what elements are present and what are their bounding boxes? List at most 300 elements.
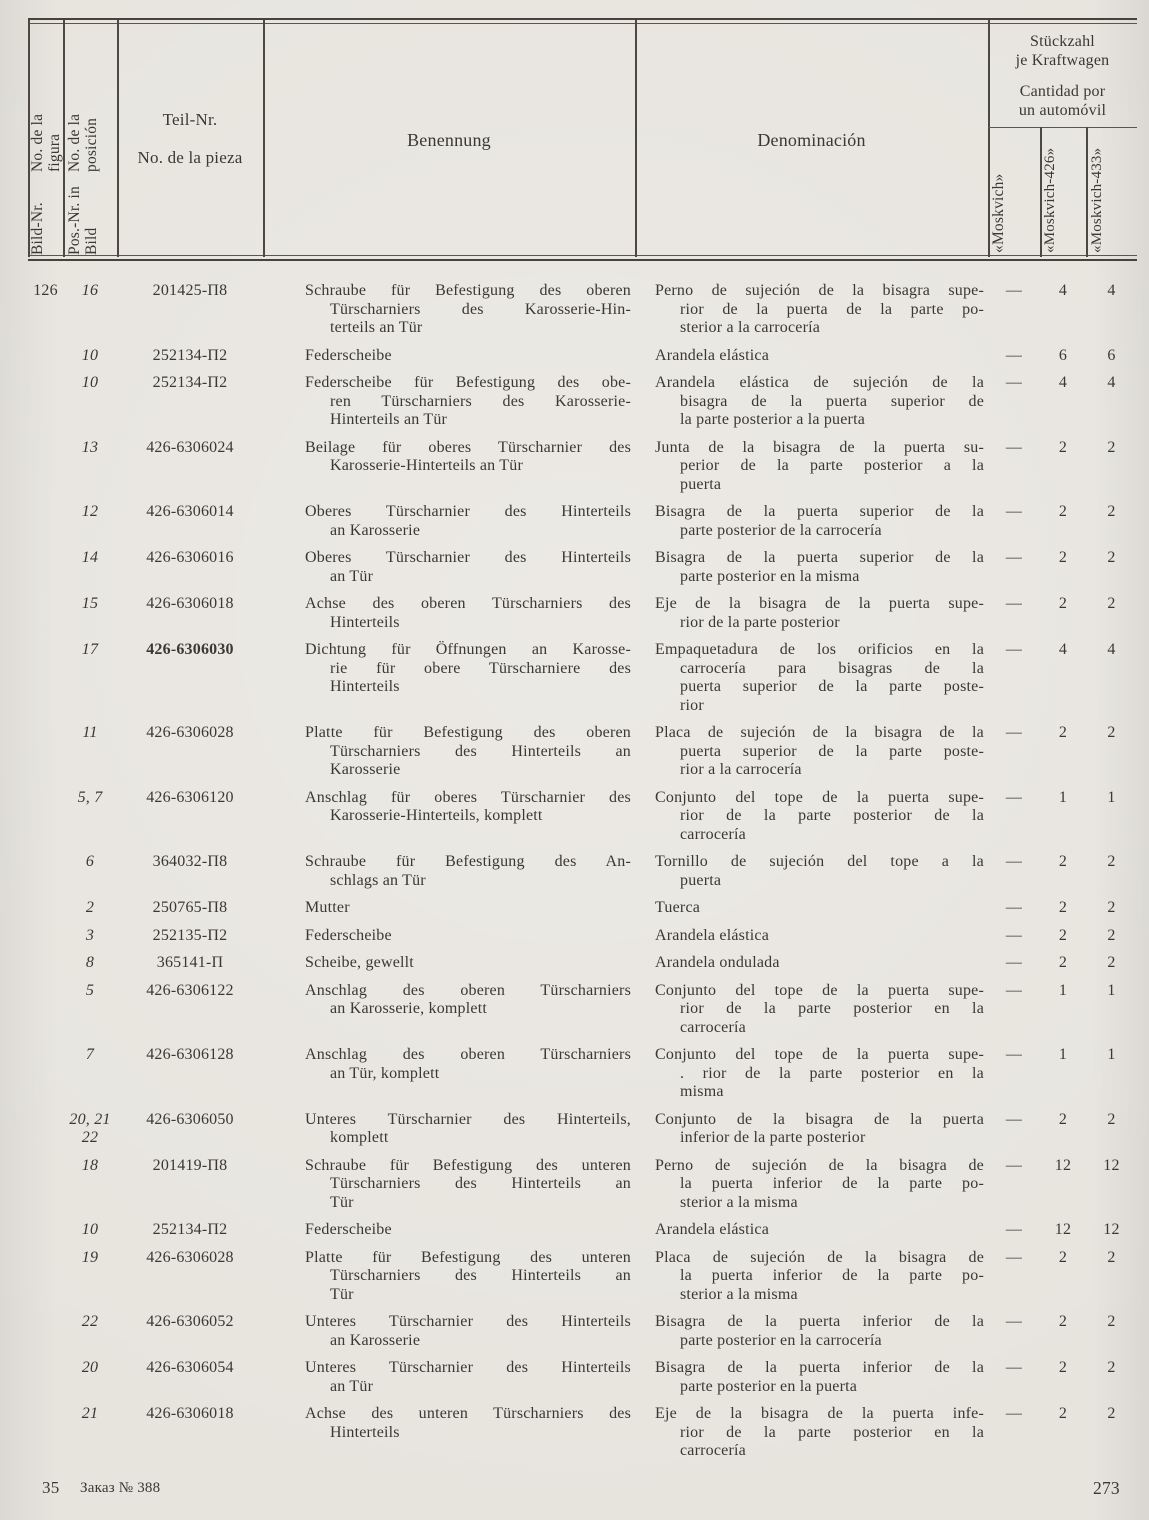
table-row — [28, 789, 1137, 845]
cell-part-number: 252134-П2 — [152, 374, 228, 391]
position-number-line: 13 — [81, 438, 99, 456]
column-header-pos-nr-es: No. de la posición — [66, 114, 100, 173]
name-spanish-line: sterior a la misma — [680, 1285, 798, 1303]
name-german-line: Oberes Türscharnier des Hinterteils — [305, 549, 631, 566]
cell-name-german — [263, 954, 635, 973]
cell-name-german — [263, 282, 635, 338]
cell-qty-moskvich: — — [1005, 1156, 1023, 1174]
cell-qty-moskvich: — — [1005, 374, 1023, 391]
cell-qty-moskvich-433: 2 — [1107, 724, 1116, 741]
cell-name-spanish — [635, 982, 988, 1038]
column-header-moskvich-426-label: «Moskvich-426» — [1042, 147, 1058, 253]
name-german-line: Federscheibe — [305, 926, 392, 944]
cell-part-number: 426-6306024 — [146, 438, 234, 456]
cell-qty-moskvich-433: 2 — [1107, 503, 1116, 520]
name-german-line: Anschlag des oberen Türscharniers — [305, 981, 631, 999]
position-number-line: 20, 21 — [69, 1110, 111, 1128]
cell-qty-moskvich-426: 2 — [1058, 1313, 1068, 1330]
name-german-line: Hinterteils an Tür — [330, 411, 448, 428]
cell-name-spanish — [635, 549, 988, 586]
name-german-line: Unteres Türscharnier des Hinterteils, — [305, 1110, 631, 1128]
name-spanish-line: Conjunto del tope de la puerta supe- — [655, 1046, 984, 1063]
cell-name-german — [263, 927, 635, 946]
position-number-line: 19 — [81, 1248, 99, 1266]
name-spanish-line: Perno de sujeción de la bisagra de — [655, 1156, 984, 1174]
cell-part-number: 201425-П8 — [152, 282, 228, 299]
name-german-line: Türscharniers des Hinterteils an — [330, 1175, 631, 1192]
cell-name-spanish — [635, 1313, 988, 1350]
cell-position-number — [63, 982, 117, 1001]
cell-name-german — [263, 1221, 635, 1240]
table-top-rule — [28, 18, 1137, 20]
position-number-line: 5, 7 — [77, 788, 103, 806]
cell-qty-moskvich-426: 2 — [1058, 853, 1068, 870]
cell-qty-moskvich-433: 1 — [1107, 981, 1116, 999]
name-spanish-line: carrocería para bisagras de la — [680, 659, 984, 677]
name-spanish-line: carrocería — [680, 1442, 746, 1459]
cell-qty-moskvich-433: 2 — [1107, 1248, 1116, 1266]
cell-qty-moskvich-426: 2 — [1058, 595, 1068, 612]
cell-qty-moskvich: — — [1005, 1248, 1023, 1266]
position-number-line: 8 — [85, 954, 95, 971]
cell-position-number — [63, 439, 117, 458]
name-spanish-line: Bisagra de la puerta inferior de la — [655, 1359, 984, 1376]
cell-name-german — [263, 503, 635, 540]
cell-part-number: 201419-П8 — [152, 1156, 228, 1174]
position-number-line: 10 — [81, 374, 99, 391]
cell-name-spanish — [635, 374, 988, 430]
cell-position-number — [63, 374, 117, 393]
cell-name-spanish — [635, 595, 988, 632]
cell-name-german — [263, 641, 635, 697]
cell-part-number: 426-6306128 — [146, 1046, 234, 1063]
cell-name-german — [263, 853, 635, 890]
cell-name-german — [263, 1405, 635, 1442]
column-header-moskvich-426 — [1042, 132, 1084, 253]
cell-qty-moskvich-433: 2 — [1107, 595, 1116, 612]
cell-position-number — [63, 1249, 117, 1268]
cell-name-german — [263, 724, 635, 780]
parts-table-body — [28, 282, 1137, 1470]
table-row — [28, 1313, 1137, 1350]
name-german-line: Tür — [330, 1193, 354, 1211]
cell-qty-moskvich-426: 1 — [1058, 788, 1068, 806]
column-header-moskvich-label: «Moskvich» — [990, 173, 1007, 253]
name-spanish-line: perior de la parte posterior a la — [680, 457, 984, 474]
cell-name-spanish — [635, 853, 988, 890]
cell-part-number: 364032-П8 — [152, 853, 228, 870]
cell-part-number: 252135-П2 — [152, 926, 228, 944]
cell-qty-moskvich: — — [1005, 438, 1023, 456]
position-number-line: 10 — [81, 1221, 99, 1238]
qty-group-header-de — [988, 32, 1137, 70]
name-german-line: Türscharniers des Hinterteils an — [330, 1267, 631, 1284]
cell-qty-moskvich-433: 2 — [1107, 899, 1116, 916]
name-spanish-line: parte posterior de la carrocería — [680, 521, 882, 539]
table-row — [28, 853, 1137, 890]
position-number-line: 12 — [81, 503, 99, 520]
name-german-line: an Karosserie, komplett — [330, 1000, 487, 1017]
name-german-line: Schraube für Befestigung des oberen — [305, 282, 631, 299]
column-header-denominacion: Denominación — [757, 130, 866, 150]
cell-qty-moskvich-433: 1 — [1107, 788, 1116, 806]
name-spanish-line: rior de la parte posterior en la — [680, 1423, 984, 1441]
cell-position-number — [63, 1111, 117, 1148]
name-spanish-line: Conjunto del tope de la puerta supe- — [655, 981, 984, 999]
qty-divider-2 — [1086, 127, 1088, 257]
name-german-line: Anschlag für oberes Türscharnier des — [305, 788, 631, 806]
qty-group-header-de-line1: Stückzahl — [1030, 33, 1095, 50]
table-row — [28, 1221, 1137, 1240]
name-spanish-line: carrocería — [680, 825, 746, 843]
name-german-line: Anschlag des oberen Türscharniers — [305, 1046, 631, 1063]
cell-name-spanish — [635, 1157, 988, 1213]
cell-qty-moskvich-426: 4 — [1058, 641, 1068, 658]
cell-part-number: 426-6306018 — [146, 1405, 234, 1422]
name-german-line: Karosserie — [330, 761, 401, 778]
name-spanish-line: Perno de sujeción de la bisagra supe- — [655, 282, 984, 299]
cell-name-spanish — [635, 641, 988, 715]
cell-name-german — [263, 347, 635, 366]
cell-name-spanish — [635, 899, 988, 918]
name-spanish-line: Tuerca — [655, 899, 701, 916]
name-spanish-line: parte posterior en la carrocería — [680, 1331, 882, 1349]
qty-group-header-es-line1: Cantidad por — [1019, 83, 1106, 100]
header-bottom-rule — [28, 259, 1137, 261]
table-row — [28, 595, 1137, 632]
name-german-line: schlags an Tür — [330, 871, 426, 889]
qty-group-rule — [988, 127, 1137, 128]
name-german-line: Hinterteils — [330, 678, 400, 695]
cell-name-spanish — [635, 1111, 988, 1148]
cell-qty-moskvich-433: 4 — [1107, 374, 1116, 391]
name-spanish-line: puerta — [680, 871, 722, 889]
cell-position-number — [63, 1313, 117, 1332]
position-number-line: 10 — [81, 346, 99, 364]
cell-qty-moskvich-426: 2 — [1058, 1110, 1068, 1128]
cell-qty-moskvich: — — [1005, 853, 1023, 870]
cell-qty-moskvich: — — [1005, 503, 1023, 520]
name-german-line: Achse des unteren Türscharniers des — [305, 1405, 631, 1422]
cell-qty-moskvich-433: 2 — [1107, 1110, 1116, 1128]
cell-name-german — [263, 1249, 635, 1305]
name-spanish-line: puerta superior de la parte poste- — [680, 742, 984, 760]
cell-qty-moskvich-426: 2 — [1058, 724, 1068, 741]
cell-position-number — [63, 282, 117, 301]
cell-qty-moskvich: — — [1005, 1110, 1023, 1128]
table-row — [28, 549, 1137, 586]
column-header-teil-nr: Teil-Nr. — [162, 110, 218, 129]
cell-qty-moskvich-433: 1 — [1107, 1046, 1116, 1063]
name-german-line: Achse des oberen Türscharniers des — [305, 595, 631, 612]
table-row — [28, 1111, 1137, 1148]
name-german-line: Unteres Türscharnier des Hinterteils — [305, 1313, 631, 1330]
cell-name-german — [263, 1111, 635, 1148]
cell-position-number — [63, 724, 117, 743]
name-spanish-line: . rior de la parte posterior en la — [680, 1064, 984, 1082]
column-header-pos-nr — [66, 90, 116, 255]
column-header-bild-nr-de: Bild-Nr. — [29, 202, 46, 255]
cell-qty-moskvich-426: 4 — [1058, 282, 1068, 299]
name-spanish-line: Conjunto del tope de la puerta supe- — [655, 788, 984, 806]
name-spanish-line: puerta superior de la parte poste- — [680, 678, 984, 695]
cell-name-spanish — [635, 954, 988, 973]
cell-part-number: 426-6306016 — [146, 549, 234, 566]
name-spanish-line: rior a la carrocería — [680, 761, 802, 778]
cell-qty-moskvich-433: 4 — [1107, 282, 1116, 299]
cell-part-number: 426-6306050 — [146, 1110, 234, 1128]
name-spanish-line: parte posterior en la puerta — [680, 1377, 858, 1395]
cell-name-german — [263, 1313, 635, 1350]
cell-part-number: 426-6306028 — [146, 724, 234, 741]
cell-qty-moskvich: — — [1005, 549, 1023, 566]
footer-signature-number: 35 — [42, 1478, 60, 1497]
cell-qty-moskvich-433: 2 — [1107, 549, 1116, 566]
name-german-line: an Karosserie — [330, 521, 421, 539]
name-spanish-line: sterior a la carrocería — [680, 319, 821, 336]
cell-position-number — [63, 899, 117, 918]
table-row — [28, 1405, 1137, 1461]
name-spanish-line: Bisagra de la puerta inferior de la — [655, 1313, 984, 1330]
name-german-line: Hinterteils — [330, 613, 400, 631]
qty-group-header-es-line2: un automóvil — [1018, 102, 1107, 119]
name-german-line: Hinterteils — [330, 1423, 400, 1441]
table-row — [28, 641, 1137, 715]
position-number-line: 22 — [81, 1129, 99, 1146]
name-german-line: ren Türscharniers des Karosserie- — [330, 392, 631, 410]
name-spanish-line: Placa de sujeción de la bisagra de — [655, 1248, 984, 1266]
name-spanish-line: bisagra de la puerta superior de — [680, 392, 984, 410]
name-german-line: Unteres Türscharnier des Hinterteils — [305, 1359, 631, 1376]
name-spanish-line: Arandela elástica — [655, 346, 770, 364]
footer-order-number: Заказ № 388 — [80, 1480, 161, 1496]
position-number-line: 20 — [81, 1359, 99, 1376]
position-number-line: 22 — [81, 1313, 99, 1330]
name-german-line: Türscharniers des Karosserie-Hin- — [330, 300, 631, 318]
position-number-line: 17 — [81, 641, 99, 658]
name-german-line: Scheibe, gewellt — [305, 954, 414, 971]
cell-name-spanish — [635, 439, 988, 495]
column-header-moskvich-433-label: «Moskvich-433» — [1089, 147, 1105, 253]
table-row — [28, 927, 1137, 946]
name-spanish-line: Eje de la bisagra de la puerta supe- — [655, 595, 984, 612]
name-german-line: an Tür, komplett — [330, 1064, 440, 1082]
cell-qty-moskvich-433: 2 — [1107, 926, 1116, 944]
cell-qty-moskvich: — — [1005, 981, 1023, 999]
position-number-line: 16 — [81, 282, 99, 299]
cell-name-german — [263, 1046, 635, 1083]
name-spanish-line: Eje de la bisagra de la puerta infe- — [655, 1405, 984, 1422]
name-spanish-line: Arandela elástica — [655, 926, 770, 944]
cell-qty-moskvich-426: 2 — [1058, 1405, 1068, 1422]
cell-qty-moskvich-426: 2 — [1058, 1248, 1068, 1266]
position-number-line: 5 — [85, 981, 95, 999]
cell-name-german — [263, 789, 635, 826]
name-german-line: Schraube für Befestigung des unteren — [305, 1156, 631, 1174]
cell-part-number: 426-6306030 — [146, 641, 234, 658]
position-number-line: 3 — [85, 926, 95, 944]
qty-group-header-es — [988, 82, 1137, 120]
name-spanish-line: puerta — [680, 475, 722, 493]
name-german-line: an Tür — [330, 1377, 374, 1395]
name-german-line: rie für obere Türscharniere des — [330, 659, 631, 677]
name-german-line: komplett — [330, 1129, 389, 1146]
name-spanish-line: rior de la parte posterior de la — [680, 807, 984, 824]
name-german-line: Karosserie-Hinterteils, komplett — [330, 807, 543, 824]
cell-position-number — [63, 1359, 117, 1378]
cell-position-number — [63, 1157, 117, 1176]
table-top-rule-inner — [28, 23, 1137, 24]
cell-name-spanish — [635, 282, 988, 338]
table-row — [28, 282, 1137, 338]
cell-position-number — [63, 503, 117, 522]
name-spanish-line: Bisagra de la puerta superior de la — [655, 549, 984, 566]
cell-qty-moskvich-433: 12 — [1103, 1156, 1120, 1174]
table-row — [28, 503, 1137, 540]
name-german-line: Federscheibe für Befestigung des obe- — [305, 374, 631, 391]
position-number-line: 18 — [81, 1156, 99, 1174]
cell-qty-moskvich-433: 12 — [1103, 1221, 1120, 1238]
name-german-line: Mutter — [305, 899, 350, 916]
position-number-line: 15 — [81, 595, 99, 612]
name-spanish-line: carrocería — [680, 1018, 746, 1036]
cell-qty-moskvich-426: 2 — [1058, 1359, 1068, 1376]
name-german-line: Türscharniers des Hinterteils an — [330, 742, 631, 760]
cell-qty-moskvich: — — [1005, 1313, 1023, 1330]
table-row — [28, 1046, 1137, 1102]
cell-name-spanish — [635, 1221, 988, 1240]
cell-name-spanish — [635, 927, 988, 946]
name-spanish-line: rior — [680, 696, 704, 714]
name-spanish-line: rior de la parte posterior en la — [680, 1000, 984, 1017]
name-german-line: Platte für Befestigung des oberen — [305, 724, 631, 741]
name-spanish-line: Conjunto de la bisagra de la puerta — [655, 1110, 984, 1128]
cell-name-spanish — [635, 724, 988, 780]
cell-qty-moskvich-433: 2 — [1107, 853, 1116, 870]
cell-position-number — [63, 1405, 117, 1424]
cell-name-spanish — [635, 347, 988, 366]
cell-name-german — [263, 439, 635, 476]
name-spanish-line: Arandela elástica — [655, 1221, 770, 1238]
table-row — [28, 899, 1137, 918]
page-number: 273 — [1093, 1478, 1120, 1498]
cell-qty-moskvich-426: 6 — [1058, 346, 1068, 364]
column-header-no-pieza: No. de la pieza — [137, 148, 243, 167]
name-german-line: an Karosserie — [330, 1331, 421, 1349]
cell-qty-moskvich-426: 1 — [1058, 1046, 1068, 1063]
cell-qty-moskvich-433: 4 — [1107, 641, 1116, 658]
cell-qty-moskvich-426: 4 — [1058, 374, 1068, 391]
name-spanish-line: Tornillo de sujeción del tope a la — [655, 853, 984, 870]
cell-name-spanish — [635, 789, 988, 845]
header-bottom-rule-inner — [28, 255, 1137, 256]
name-spanish-line: Bisagra de la puerta superior de la — [655, 503, 984, 520]
name-german-line: Schraube für Befestigung des An- — [305, 853, 631, 870]
cell-qty-moskvich: — — [1005, 788, 1023, 806]
cell-part-number: 252134-П2 — [152, 346, 228, 364]
name-spanish-line: Arandela elástica de sujeción de la — [655, 374, 984, 391]
cell-name-spanish — [635, 503, 988, 540]
column-header-bild-nr-es: No. de la figura — [29, 114, 63, 173]
cell-position-number — [63, 853, 117, 872]
name-german-line: Oberes Türscharnier des Hinterteils — [305, 503, 631, 520]
name-spanish-line: la parte posterior a la puerta — [680, 411, 866, 428]
header-divider-bild-pos — [63, 20, 65, 257]
name-german-line: terteils an Tür — [330, 319, 423, 336]
name-german-line: Platte für Befestigung des unteren — [305, 1248, 631, 1266]
name-spanish-line: sterior a la misma — [680, 1193, 798, 1211]
cell-position-number — [63, 789, 117, 808]
cell-name-spanish — [635, 1405, 988, 1461]
name-german-line: Dichtung für Öffnungen an Karosse- — [305, 641, 631, 658]
name-german-line: an Tür — [330, 567, 374, 585]
name-spanish-line: inferior de la parte posterior — [680, 1129, 866, 1146]
cell-qty-moskvich-426: 2 — [1058, 549, 1068, 566]
cell-position-number — [63, 347, 117, 366]
cell-name-spanish — [635, 1046, 988, 1102]
cell-qty-moskvich-433: 2 — [1107, 954, 1116, 971]
cell-position-number — [63, 595, 117, 614]
cell-qty-moskvich: — — [1005, 926, 1023, 944]
cell-qty-moskvich: — — [1005, 1221, 1023, 1238]
name-spanish-line: rior de la puerta de la parte po- — [680, 300, 984, 318]
position-number-line: 7 — [85, 1046, 95, 1063]
cell-position-number — [63, 549, 117, 568]
cell-qty-moskvich-433: 2 — [1107, 1313, 1116, 1330]
cell-qty-moskvich: — — [1005, 1405, 1023, 1422]
cell-part-number: 365141-П — [156, 954, 224, 971]
name-german-line: Federscheibe — [305, 346, 392, 364]
cell-part-number: 426-6306028 — [146, 1248, 234, 1266]
name-german-line: Tür — [330, 1285, 354, 1303]
cell-figure-number: 126 — [33, 282, 58, 299]
cell-part-number: 252134-П2 — [152, 1221, 228, 1238]
cell-part-number: 426-6306120 — [146, 788, 234, 806]
cell-part-number: 426-6306054 — [146, 1359, 234, 1376]
column-header-benennung: Benennung — [407, 130, 491, 150]
position-number-line: 21 — [81, 1405, 99, 1422]
column-header-moskvich — [990, 132, 1038, 253]
name-spanish-line: la puerta inferior de la parte po- — [680, 1267, 984, 1284]
table-row — [28, 439, 1137, 495]
table-row — [28, 724, 1137, 780]
header-divider-pos-part — [117, 20, 119, 257]
cell-qty-moskvich: — — [1005, 595, 1023, 612]
cell-name-spanish — [635, 1359, 988, 1396]
cell-qty-moskvich-426: 2 — [1058, 503, 1068, 520]
position-number-line: 6 — [85, 853, 95, 870]
cell-part-number: 426-6306122 — [146, 981, 234, 999]
qty-group-header-de-line2: je Kraftwagen — [1015, 52, 1110, 69]
cell-qty-moskvich: — — [1005, 282, 1023, 299]
cell-qty-moskvich: — — [1005, 899, 1023, 916]
name-spanish-line: rior de la parte posterior — [680, 613, 840, 631]
cell-name-german — [263, 899, 635, 918]
cell-name-german — [263, 982, 635, 1019]
cell-position-number — [63, 1221, 117, 1240]
name-german-line: Beilage für oberes Türscharnier des — [305, 438, 631, 456]
cell-name-spanish — [635, 1249, 988, 1305]
cell-qty-moskvich: — — [1005, 1046, 1023, 1063]
cell-qty-moskvich-426: 2 — [1058, 899, 1068, 916]
cell-position-number — [63, 927, 117, 946]
cell-qty-moskvich-433: 2 — [1107, 1359, 1116, 1376]
cell-qty-moskvich-426: 2 — [1058, 954, 1068, 971]
position-number-line: 2 — [85, 899, 95, 916]
cell-qty-moskvich: — — [1005, 954, 1023, 971]
column-header-bild-nr — [29, 90, 63, 255]
cell-name-german — [263, 1359, 635, 1396]
